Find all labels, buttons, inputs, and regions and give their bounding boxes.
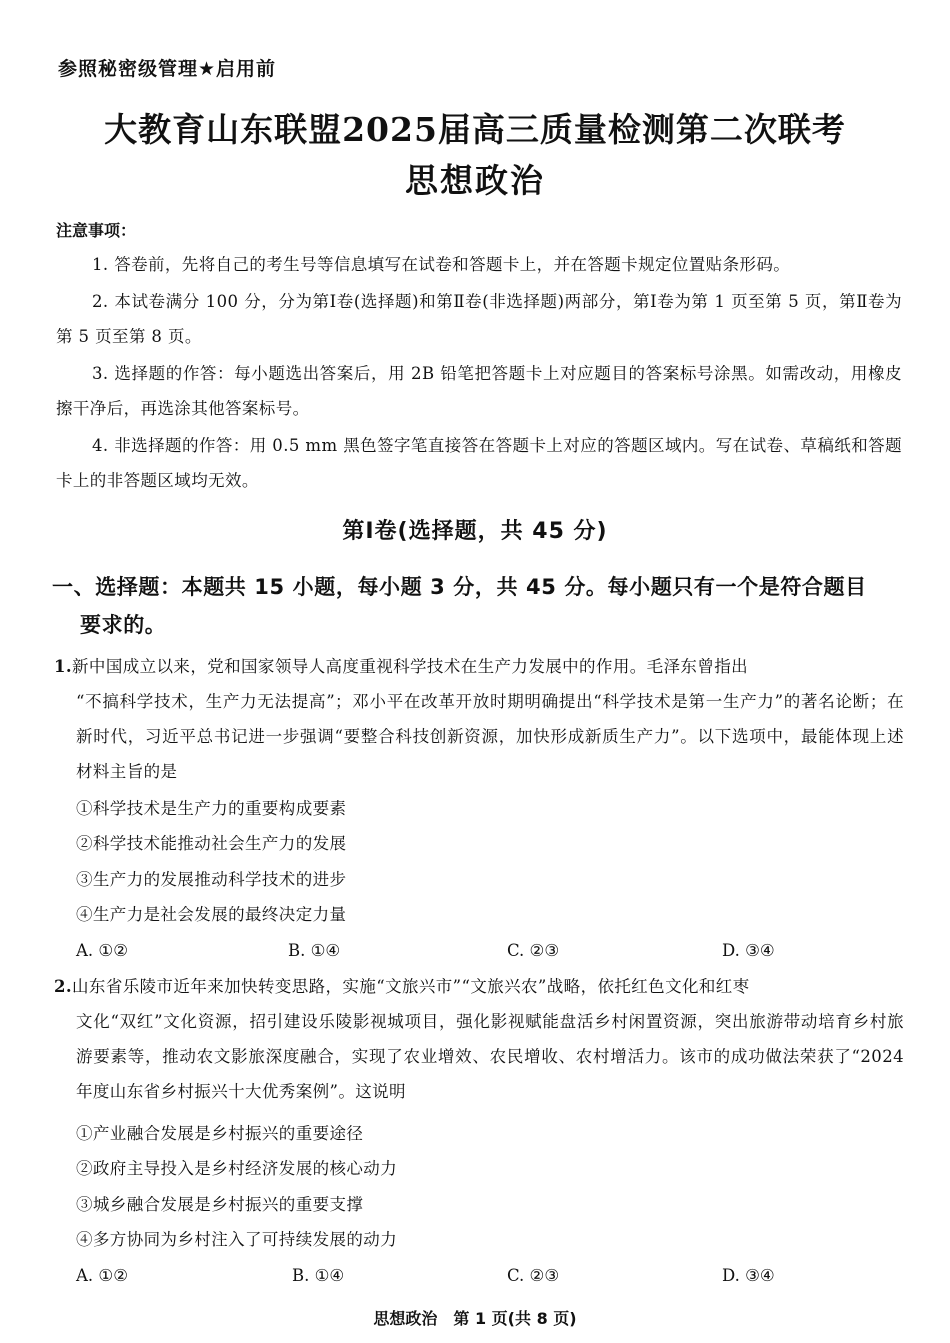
question-stem-rest: “不搞科学技术，生产力无法提高”；邓小平在改革开放时期明确提出“科学技术是第一生产力”的著名论断；在新时代，习近平总书记进一步强调“要整合科技创新资源，加快形成新质生产力”。以下选项中，最能体现上述材料主旨的是 (76, 692, 904, 781)
q2-statement-2: ②政府主导投入是乡村经济发展的核心动力 (76, 1159, 398, 1178)
notice-item-1: 1. 答卷前，先将自己的考生号等信息填写在试卷和答题卡上，并在答题卡规定位置贴条形码。 (92, 255, 791, 274)
q2-options (76, 1258, 906, 1293)
option-b: B. ①④ (292, 1266, 345, 1285)
question-number: 2. (54, 977, 73, 996)
part-heading (52, 568, 904, 644)
part-heading-line1: 一、选择题：本题共 15 小题，每小题 3 分，共 45 分。每小题只有一个是符合题目 (52, 575, 867, 599)
section-title: 第Ⅰ卷(选择题，共 45 分) (342, 519, 608, 544)
q1-statement-1: ①科学技术是生产力的重要构成要素 (76, 799, 347, 818)
question-stem-first: 新中国成立以来，党和国家领导人高度重视科学技术在生产力发展中的作用。毛泽东曾指出 (72, 657, 749, 676)
question-stem-rest: 文化“双红”文化资源，招引建设乐陵影视城项目，强化影视赋能盘活乡村闲置资源，突出旅游带动培育乡村旅游要素等，推动农文影旅深度融合，实现了农业增效、农民增收、农村增活力。该市的成功做法荣获了“2024 年度山东省乡村振兴十大优秀案例”。这说明 (76, 1012, 904, 1101)
subject-title: 思想政治 (405, 161, 545, 200)
q1-statement-4: ④生产力是社会发展的最终决定力量 (76, 905, 347, 924)
question-1-stem (54, 649, 904, 789)
question-stem-first: 山东省乐陵市近年来加快转变思路，实施“文旅兴市”“文旅兴农”战略，依托红色文化和红枣 (72, 977, 750, 996)
notice-item-4: 4. 非选择题的作答：用 0.5 mm 黑色签字笔直接答在答题卡上对应的答题区域内。写在试卷、草稿纸和答题卡上的非答题区域均无效。 (56, 436, 902, 490)
secret-level-label: 参照秘密级管理★启用前 (58, 58, 277, 80)
q2-statement-3: ③城乡融合发展是乡村振兴的重要支撑 (76, 1195, 364, 1214)
q2-statement-1: ①产业融合发展是乡村振兴的重要途径 (76, 1124, 364, 1143)
notice-item-2: 2. 本试卷满分 100 分，分为第Ⅰ卷(选择题)和第Ⅱ卷(非选择题)两部分，第Ⅰ卷为第 1 页至第 5 页，第Ⅱ卷为第 5 页至第 8 页。 (56, 292, 902, 346)
q1-options (76, 933, 906, 968)
option-d: D. ③④ (722, 1266, 775, 1285)
option-c: C. ②③ (507, 941, 560, 960)
option-c: C. ②③ (507, 1266, 560, 1285)
option-d: D. ③④ (722, 941, 775, 960)
question-number: 1. (54, 657, 73, 676)
part-heading-line2: 要求的。 (80, 613, 167, 637)
question-2-stem (54, 969, 904, 1109)
q1-statement-2: ②科学技术能推动社会生产力的发展 (76, 834, 347, 853)
option-a: A. ①② (76, 1266, 128, 1285)
option-a: A. ①② (76, 941, 128, 960)
option-b: B. ①④ (288, 941, 341, 960)
notice-heading: 注意事项： (56, 221, 137, 240)
q2-statement-4: ④多方协同为乡村注入了可持续发展的动力 (76, 1230, 398, 1249)
page-footer: 思想政治 第 1 页(共 8 页) (373, 1309, 577, 1328)
q1-statement-3: ③生产力的发展推动科学技术的进步 (76, 870, 347, 889)
exam-title: 大教育山东联盟2025届高三质量检测第二次联考 (104, 110, 846, 149)
notice-item-3: 3. 选择题的作答：每小题选出答案后，用 2B 铅笔把答题卡上对应题目的答案标号涂黑。如需改动，用橡皮擦干净后，再选涂其他答案标号。 (56, 364, 902, 418)
